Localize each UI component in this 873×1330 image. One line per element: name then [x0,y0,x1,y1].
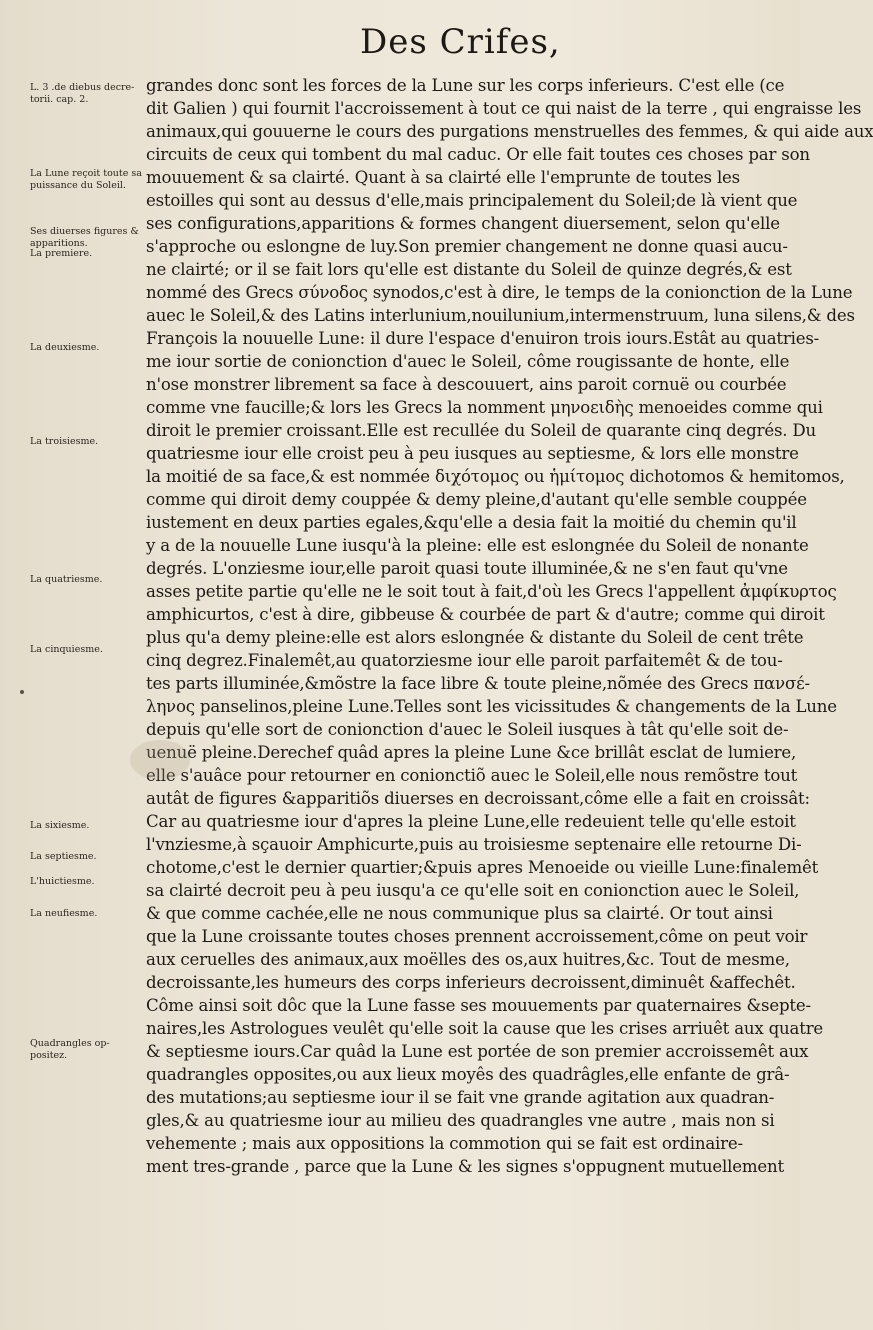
text-line: & septiesme iours.Car quâd la Lune est portée de son premier accroissemêt aux [146,1042,809,1061]
text-line: ne clairté; or il se fait lors qu'elle est distante du Soleil de quinze degrés,& est [146,260,792,279]
text-line: ληνος panselinos,pleine Lune.Telles sont les vicissitudes & changements de la Lune [146,697,837,716]
margin-note-huictiesme: L'huictiesme. [30,876,95,887]
margin-note-lune-puissance: La Lune reçoit toute sa puissance du Soleil. [30,168,142,191]
text-line: & que comme cachée,elle ne nous communique plus sa clairté. Or tout ainsi [146,904,773,923]
text-line: quadrangles opposites,ou aux lieux moyês des quadrâgles,elle enfante de grâ- [146,1065,790,1084]
text-line: que la Lune croissante toutes choses prennent accroissement,côme on peut voir [146,927,808,946]
text-line: l'vnziesme,à sçauoir Amphicurte,puis au troisiesme septenaire elle retourne Di- [146,835,802,854]
margin-note-neufiesme: La neufiesme. [30,908,98,919]
text-line: dit Galien ) qui fournit l'accroissement à tout ce qui naist de la terre , qui engraisse les [146,99,862,118]
text-line: y a de la nouuelle Lune iusqu'à la pleine: elle est eslongnée du Soleil de nonante [146,536,809,555]
margin-note-figures: Ses diuerses figures & apparitions. [30,226,139,249]
text-line: Côme ainsi soit dôc que la Lune fasse ses mouuements par quaternaires &septe- [146,996,811,1015]
ink-dot [20,690,24,694]
text-line: animaux,qui gouuerne le cours des purgations menstruelles des femmes, & qui aide aux [146,122,873,141]
text-line: la moitié de sa face,& est nommée διχότομος ou ἡμίτομος dichotomos & hemitomos, [146,467,845,486]
text-line: comme qui diroit demy couppée & demy pleine,d'autant qu'elle semble couppée [146,490,807,509]
text-line: me iour sortie de conionction d'auec le Soleil, côme rougissante de honte, elle [146,352,790,371]
text-line: auec le Soleil,& des Latins interlunium,nouilunium,intermenstruum, luna silens,& des [146,306,855,325]
text-line: sa clairté decroit peu à peu iusqu'a ce qu'elle soit en conionction auec le Soleil, [146,881,800,900]
text-line: des mutations;au septiesme iour il se fait vne grande agitation aux quadran- [146,1088,775,1107]
text-line: nommé des Grecs σύνοδος synodos,c'est à dire, le temps de la conionction de la Lune [146,283,853,302]
text-line: plus qu'a demy pleine:elle est alors eslongnée & distante du Soleil de cent trête [146,628,804,647]
text-line: quatriesme iour elle croist peu à peu iusques au septiesme, & lors elle monstre [146,444,799,463]
text-line: uenuë pleine.Derechef quâd apres la pleine Lune &ce brillât esclat de lumiere, [146,743,797,762]
text-line: mouuement & sa clairté. Quant à sa clairté elle l'emprunte de toutes les [146,168,740,187]
text-line: grandes donc sont les forces de la Lune sur les corps inferieurs. C'est elle (ce [146,76,785,95]
page-title: Des Crifes, [360,22,561,62]
text-line: n'ose monstrer librement sa face à descouuert, ains paroit cornuë ou courbée [146,375,787,394]
text-line: tes parts illuminée,&mõstre la face libre & toute pleine,nõmée des Grecs πανσέ- [146,674,810,693]
margin-note-troisiesme: La troisiesme. [30,436,99,447]
text-line: asses petite partie qu'elle ne le soit tout à fait,d'où les Grecs l'appellent ἀμφίκυρτος [146,582,837,601]
text-line: diroit le premier croissant.Elle est recullée du Soleil de quarante cinq degrés. Du [146,421,816,440]
text-line: François la nouuelle Lune: il dure l'espace d'enuiron trois iours.Estât au quatries- [146,329,820,348]
margin-note-septiesme: La septiesme. [30,851,97,862]
text-line: Car au quatriesme iour d'apres la pleine Lune,elle redeuient telle qu'elle estoit [146,812,796,831]
text-line: depuis qu'elle sort de conionction d'auec le Soleil iusques à tât qu'elle soit de- [146,720,789,739]
margin-note-premiere: La premiere. [30,248,93,259]
margin-note-quadrangles: Quadrangles op-positez. [30,1038,110,1061]
margin-note-quatriesme: La quatriesme. [30,574,103,585]
margin-note-reference: L. 3 .de diebus decre-torii. cap. 2. [30,82,135,105]
text-line: vehemente ; mais aux oppositions la commotion qui se fait est ordinaire- [146,1134,743,1153]
text-line: decroissante,les humeurs des corps inferieurs decroissent,diminuêt &affechêt. [146,973,796,992]
text-line: gles,& au quatriesme iour au milieu des quadrangles vne autre , mais non si [146,1111,775,1130]
text-line: naires,les Astrologues veulêt qu'elle soit la cause que les crises arriuêt aux quatre [146,1019,824,1038]
text-line: estoilles qui sont au dessus d'elle,mais principalement du Soleil;de là vient que [146,191,798,210]
paper-stain [130,740,190,780]
text-line: ses configurations,apparitions & formes changent diuersement, selon qu'elle [146,214,780,233]
text-line: circuits de ceux qui tombent du mal caduc. Or elle fait toutes ces choses par son [146,145,810,164]
text-line: cinq degrez.Finalemêt,au quatorziesme iour elle paroit parfaitemêt & de tou- [146,651,783,670]
text-line: autât de figures &apparitiõs diuerses en decroissant,côme elle a fait en croissât: [146,789,810,808]
text-line: ment tres-grande , parce que la Lune & les signes s'oppugnent mutuellement [146,1157,784,1176]
text-line: aux ceruelles des animaux,aux moëlles des os,aux huitres,&c. Tout de mesme, [146,950,790,969]
text-line: comme vne faucille;& lors les Grecs la nomment μηνοειδὴς menoeides comme qui [146,398,823,417]
text-line: degrés. L'onziesme iour,elle paroit quasi toute illuminée,& ne s'en faut qu'vne [146,559,788,578]
margin-note-sixiesme: La sixiesme. [30,820,90,831]
text-line: iustement en deux parties egales,&qu'elle a desia fait la moitié du chemin qu'il [146,513,797,532]
margin-note-deuxiesme: La deuxiesme. [30,342,100,353]
text-line: chotome,c'est le dernier quartier;&puis apres Menoeide ou vieille Lune:finalemêt [146,858,819,877]
margin-note-cinquiesme: La cinquiesme. [30,644,103,655]
text-line: amphicurtos, c'est à dire, gibbeuse & courbée de part & d'autre; comme qui diroit [146,605,825,624]
text-line: elle s'auâce pour retourner en conionctiõ auec le Soleil,elle nous remõstre tout [146,766,798,785]
text-line: s'approche ou eslongne de luy.Son premier changement ne donne quasi aucu- [146,237,788,256]
